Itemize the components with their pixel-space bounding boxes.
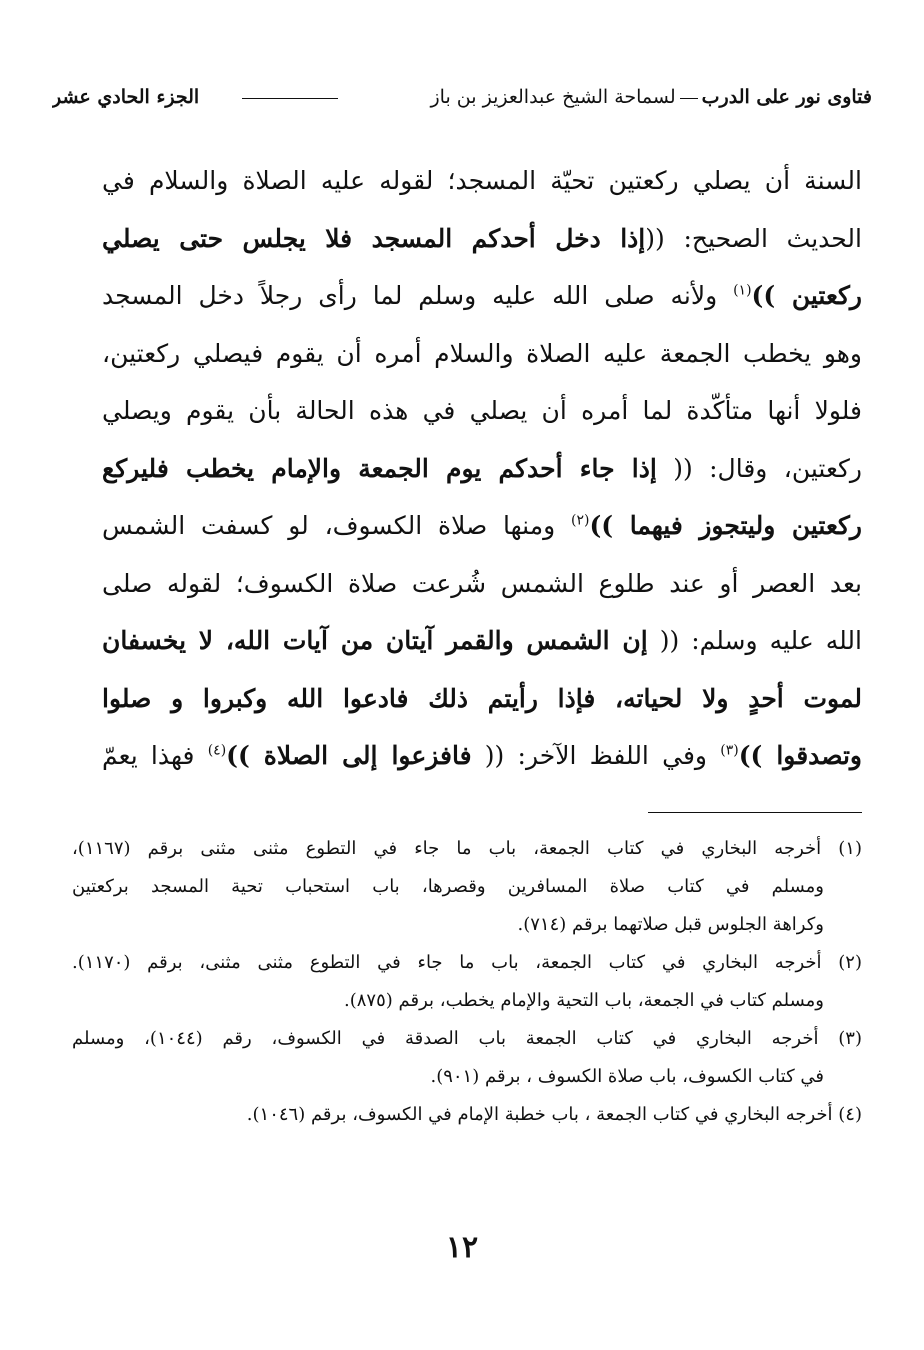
- footnote-line: ومسلم كتاب في الجمعة، باب التحية والإمام يخطب، برقم (٨٧٥).: [344, 990, 824, 1011]
- footnote-ref: (٢): [571, 512, 590, 529]
- footnote-divider: [648, 812, 862, 813]
- footnote-line: (٤) أخرجه البخاري في كتاب الجمعة ، باب خطبة الإمام في الكسوف، برقم (١٠٤٦).: [246, 1104, 862, 1125]
- header-rule: [242, 98, 338, 99]
- text-line: فلولا أنها متأكّدة لما أمره أن يصلي في هذه الحالة بأن يقوم ويصلي: [102, 396, 862, 425]
- footnote-ref: (١): [733, 282, 752, 299]
- hadith-quote: إذا دخل أحدكم المسجد فلا يجلس حتى يصلي: [102, 223, 646, 253]
- hadith-quote: فافزعوا إلى الصلاة )): [226, 741, 472, 770]
- text-line: بعد العصر أو عند طلوع الشمس شُرعت صلاة الكسوف؛ لقوله صلى: [102, 568, 862, 598]
- footnote-ref: (٤): [207, 742, 227, 759]
- header-dash: [680, 98, 698, 99]
- footnote-line: (٣) أخرجه البخاري في كتاب الجمعة باب الصدقة في الكسوف، رقم (١٠٤٤)، ومسلم: [72, 1028, 862, 1049]
- text-line: السنة أن يصلي ركعتين تحيّة المسجد؛ لقوله عليه الصلاة والسلام في: [102, 166, 862, 195]
- hadith-quote: وتصدقوا )): [738, 741, 862, 770]
- text-line: ركعتين ))$^{(١)}$ ولأنه صلى الله عليه وسلم لما رأى رجلاً دخل المسجد: [102, 281, 862, 310]
- footnotes: [72, 830, 862, 1134]
- text-line: الحديث الصحيح: ((إذا دخل أحدكم المسجد فلا يجلس حتى يصلي: [102, 223, 862, 253]
- footnote-line: وكراهة الجلوس قبل صلاتهما برقم (٧١٤).: [517, 914, 824, 935]
- header-title-group: [431, 86, 873, 108]
- footnote-line: (١) أخرجه البخاري في كتاب الجمعة، باب ما جاء في التطوع مثنى مثنى برقم (١١٦٧)،: [72, 838, 862, 859]
- text-line: وتصدقوا ))$^{(٣)}$ وفي اللفظ الآخر: (( فافزعوا إلى الصلاة ))$^{(٤)}$ فهذا يعمّ: [102, 741, 862, 770]
- running-header: [52, 86, 872, 126]
- text-line: [102, 670, 862, 728]
- footnote-line: ومسلم في كتاب صلاة المسافرين وقصرها، باب استحباب تحية المسجد بركعتين: [72, 876, 824, 897]
- footnote-ref: (٣): [720, 742, 739, 759]
- text-line: وهو يخطب الجمعة عليه الصلاة والسلام أمره أن يقوم فيصلي ركعتين،: [102, 338, 862, 368]
- main-text: [102, 152, 862, 785]
- text-line: ركعتين وليتجوز فيهما ))$^{(٢)}$ ومنها صلاة الكسوف، لو كسفت الشمس: [102, 511, 862, 540]
- footnote-line: (٢) أخرجه البخاري في كتاب الجمعة، باب ما جاء في التطوع مثنى مثنى، برقم (١١٧٠).: [72, 952, 862, 973]
- header-volume: الجزء الحادي عشر: [52, 86, 200, 108]
- hadith-quote: ركعتين وليتجوز فيهما )): [589, 511, 862, 540]
- header-book-title: فتاوى نور على الدرب: [701, 86, 872, 108]
- hadith-quote: إن الشمس والقمر آيتان من آيات الله، لا يخسفان: [102, 626, 648, 655]
- header-author: لسماحة الشيخ عبدالعزيز بن باز: [430, 86, 676, 108]
- hadith-quote: إذا جاء أحدكم يوم الجمعة والإمام يخطب فليركع: [102, 453, 657, 483]
- text-line: الله عليه وسلم: (( إن الشمس والقمر آيتان من آيات الله، لا يخسفان: [102, 626, 862, 655]
- hadith-quote: ركعتين )): [751, 281, 862, 310]
- text-line: ركعتين، وقال: (( إذا جاء أحدكم يوم الجمعة والإمام يخطب فليركع: [102, 453, 862, 483]
- hadith-quote: لموت أحدٍ ولا لحياته، فإذا رأيتم ذلك فادعوا الله وكبروا و صلوا: [102, 683, 862, 713]
- footnote-line: في كتاب الكسوف، باب صلاة الكسوف ، برقم (٩٠١).: [430, 1066, 824, 1087]
- page-number: ١٢: [445, 1230, 479, 1265]
